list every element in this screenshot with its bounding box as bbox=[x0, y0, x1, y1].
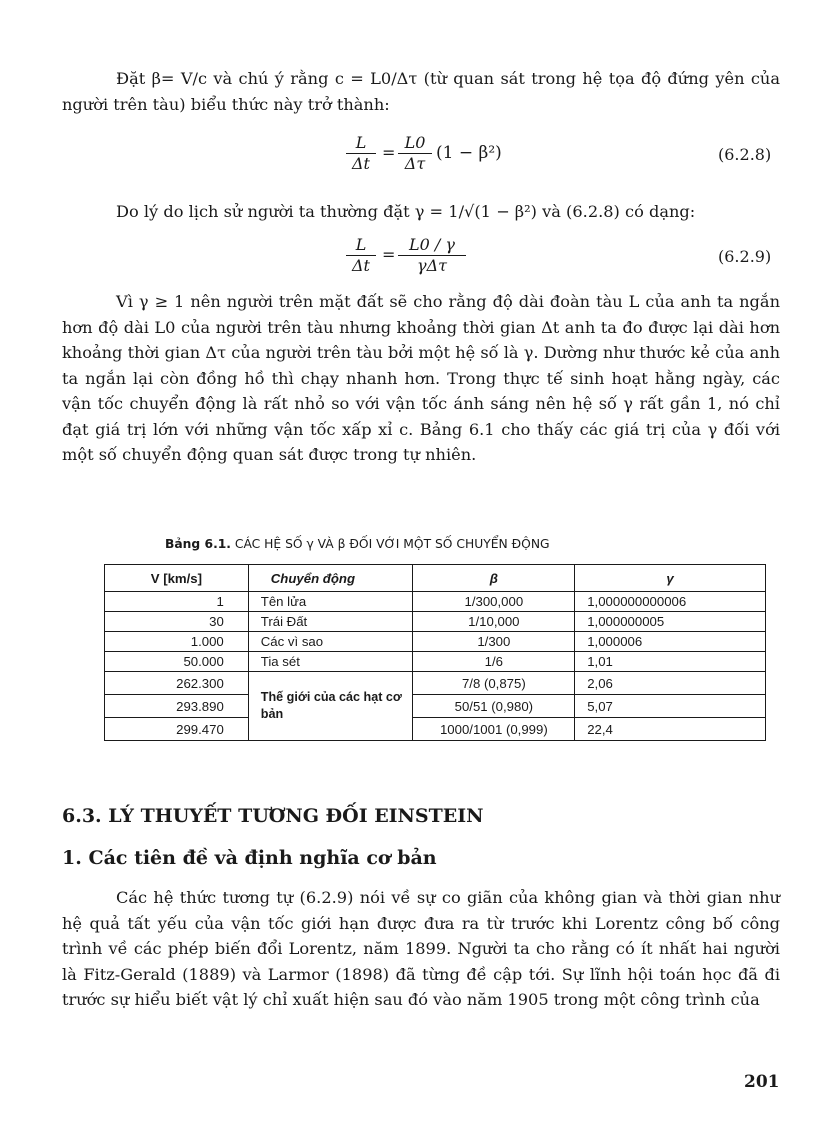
cell-gamma: 5,07 bbox=[575, 695, 766, 718]
table-caption-text: CÁC HỆ SỐ γ VÀ β ĐỐI VỚI MỘT SỐ CHUYỂN ĐỘNG bbox=[234, 537, 550, 551]
table-row bbox=[105, 695, 766, 718]
cell-velocity: 299.470 bbox=[105, 718, 249, 741]
cell-velocity: 262.300 bbox=[105, 672, 249, 695]
paragraph-length-contraction: Vì γ ≥ 1 nên người trên mặt đất sẽ cho rằng độ dài đoàn tàu L của anh ta ngắn hơn độ dài L0 của người trên tàu nhưng khoảng thời gian Δt anh ta đo được lại dài hơn khoảng thời gian Δτ của người trên tàu bởi một hệ số là γ. Dường như thước kẻ của anh ta ngắn lại còn đồng hồ thì chạy nhanh hơn. Trong thực tế sinh hoạt hằng ngày, các vận tốc chuyển động là rất nhỏ so với vận tốc ánh sáng nên hệ số γ rất gần 1, nó chỉ đạt giá trị lớn với những vận tốc xấp xỉ c. Bảng 6.1 cho thấy các giá trị của γ đối với một số chuyển động quan sát được trong tự nhiên. bbox=[62, 292, 780, 464]
table-row bbox=[105, 652, 766, 672]
cell-gamma: 1,01 bbox=[575, 652, 766, 672]
table-caption-label: Bảng 6.1. bbox=[165, 537, 231, 551]
section-heading: 6.3. LÝ THUYẾT TƯƠNG ĐỐI EINSTEIN bbox=[62, 805, 484, 827]
cell-motion: Tia sét bbox=[248, 652, 413, 672]
paragraph-einstein-intro: Các hệ thức tương tự (6.2.9) nói về sự co giãn của không gian và thời gian như hệ quả tất yếu của vận tốc giới hạn được đưa ra từ trước khi Lorentz công bố công trình về các phép biến đổi Lorentz, năm 1899. Người ta cho rằng có ít nhất hai người là Fitz-Gerald (1889) và Larmor (1898) đã từng đề cập tới. Sự lĩnh hội toán học đã đi trước sự hiểu biết vật lý chỉ xuất hiện sau đó vào năm 1905 trong một công trình của bbox=[62, 888, 780, 1009]
fraction-denominator: Δτ bbox=[404, 154, 426, 173]
cell-beta: 1000/1001 (0,999) bbox=[413, 718, 575, 741]
equals-sign: = bbox=[382, 245, 396, 264]
cell-gamma: 22,4 bbox=[575, 718, 766, 741]
equation-number: (6.2.9) bbox=[718, 247, 772, 266]
fraction-denominator: γΔτ bbox=[417, 256, 447, 275]
fraction-numerator: L bbox=[346, 133, 376, 154]
fraction-denominator: Δt bbox=[352, 154, 370, 173]
fraction-l-over-dt bbox=[346, 235, 376, 276]
fraction-numerator: L bbox=[346, 235, 376, 256]
table-row bbox=[105, 612, 766, 632]
fraction-denominator: Δt bbox=[352, 256, 370, 275]
cell-motion: Tên lửa bbox=[248, 592, 413, 612]
cell-velocity: 50.000 bbox=[105, 652, 249, 672]
paragraph-gamma-definition: Do lý do lịch sử người ta thường đặt γ = 1/√(1 − β²) và (6.2.8) có dạng: bbox=[116, 202, 696, 221]
cell-motion: Các vì sao bbox=[248, 632, 413, 652]
table-header-row bbox=[105, 565, 766, 592]
cell-beta: 1/10,000 bbox=[413, 612, 575, 632]
lorentz-factor-term: (1 − β²) bbox=[436, 143, 502, 163]
table-row bbox=[105, 592, 766, 612]
cell-beta: 7/8 (0,875) bbox=[413, 672, 575, 695]
cell-velocity: 1 bbox=[105, 592, 249, 612]
header-motion: Chuyển động bbox=[248, 565, 413, 592]
table-row bbox=[105, 632, 766, 652]
table-caption bbox=[165, 537, 550, 551]
cell-motion-group: Thế giới của các hạt cơ bản bbox=[248, 672, 413, 741]
page-number: 201 bbox=[744, 1072, 780, 1092]
header-velocity: V [km/s] bbox=[105, 565, 249, 592]
table-row bbox=[105, 718, 766, 741]
fraction-l-over-dt bbox=[346, 133, 376, 174]
cell-gamma: 1,000000005 bbox=[575, 612, 766, 632]
gamma-beta-table bbox=[104, 564, 766, 741]
cell-velocity: 1.000 bbox=[105, 632, 249, 652]
equals-sign: = bbox=[382, 143, 396, 162]
header-beta: β bbox=[413, 565, 575, 592]
cell-beta: 50/51 (0,980) bbox=[413, 695, 575, 718]
cell-beta: 1/6 bbox=[413, 652, 575, 672]
fraction-l0-gamma-over-gamma-dtau bbox=[398, 235, 466, 276]
cell-gamma: 1,000006 bbox=[575, 632, 766, 652]
cell-velocity: 30 bbox=[105, 612, 249, 632]
cell-beta: 1/300 bbox=[413, 632, 575, 652]
fraction-numerator: L0 / γ bbox=[398, 235, 466, 256]
cell-beta: 1/300,000 bbox=[413, 592, 575, 612]
fraction-numerator: L0 bbox=[398, 133, 432, 154]
subsection-heading: 1. Các tiên đề và định nghĩa cơ bản bbox=[62, 847, 437, 869]
table-row bbox=[105, 672, 766, 695]
cell-velocity: 293.890 bbox=[105, 695, 249, 718]
header-gamma: γ bbox=[575, 565, 766, 592]
equation-number: (6.2.8) bbox=[718, 145, 772, 164]
fraction-l0-over-dtau bbox=[398, 133, 432, 174]
paragraph-beta-definition: Đặt β= V/c và chú ý rằng c = L0/Δτ (từ quan sát trong hệ tọa độ đứng yên của người trên tàu) biểu thức này trở thành: bbox=[62, 69, 780, 114]
cell-gamma: 1,000000000006 bbox=[575, 592, 766, 612]
cell-gamma: 2,06 bbox=[575, 672, 766, 695]
cell-motion: Trái Đất bbox=[248, 612, 413, 632]
